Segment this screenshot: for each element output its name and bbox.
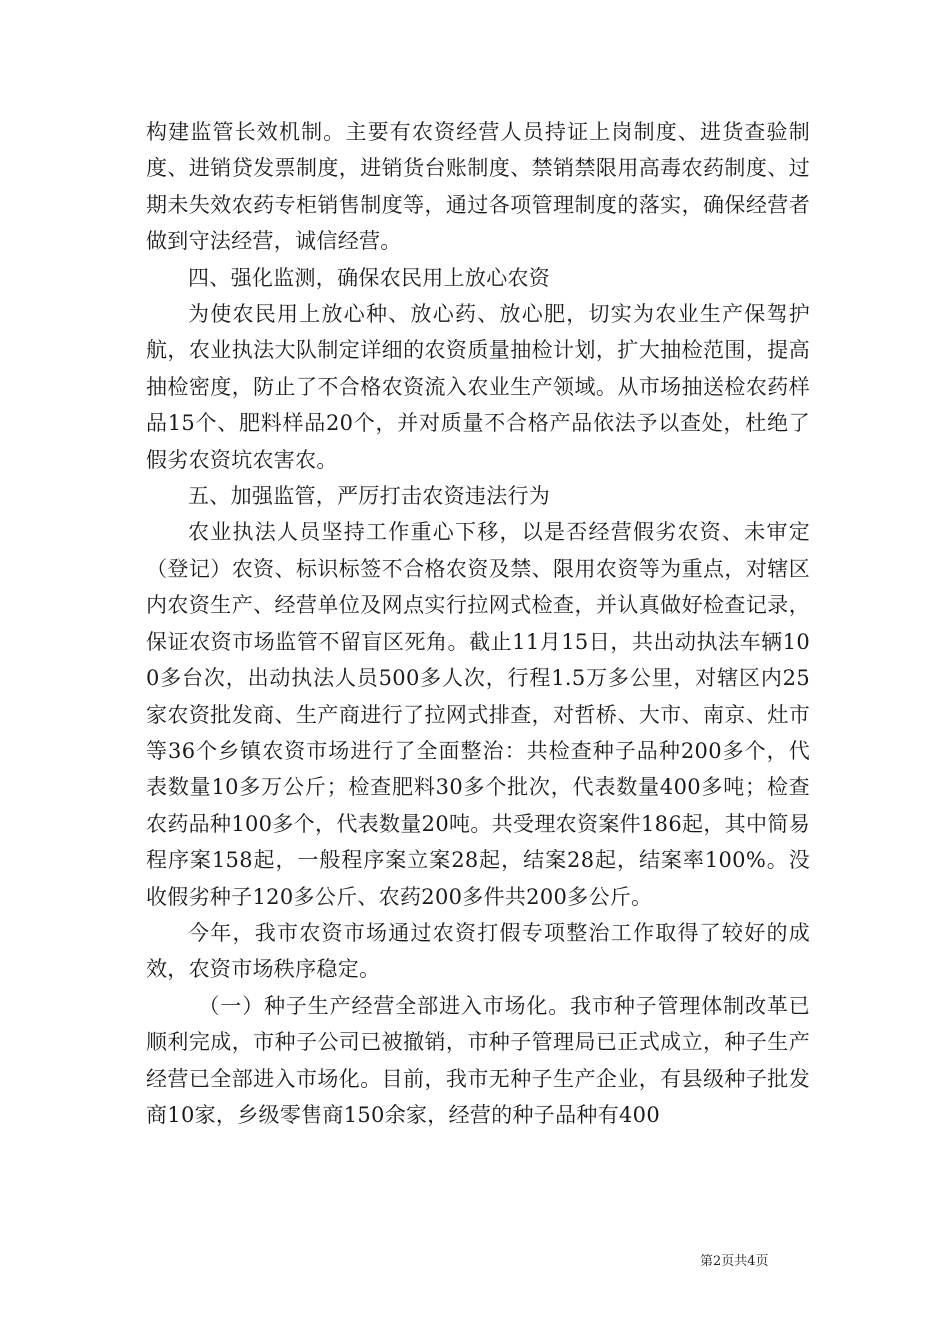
- paragraph-results: 今年，我市农资市场通过农资打假专项整治工作取得了较好的成效，农资市场秩序稳定。: [146, 920, 810, 982]
- paragraph-monitoring: 为使农民用上放心种、放心药、放心肥，切实为农业生产保驾护航，农业执法大队制定详细的农资质量抽检计划，扩大抽检范围，提高抽检密度，防止了不合格农资流入农业生产领域。从市场抽送检农药样品15个、肥料样品20个，并对质量不合格产品依法予以查处，杜绝了假劣农资坑农害农。: [146, 302, 810, 472]
- section-heading-supervision: 五、加强监管，严厉打击农资违法行为: [188, 484, 551, 509]
- paragraph-mechanism: 构建监管长效机制。主要有农资经营人员持证上岗制度、进货查验制度、进销贷发票制度，进销货台账制度、禁销禁限用高毒农药制度、过期未失效农药专柜销售制度等，通过各项管理制度的落实，确保经营者做到守法经营，诚信经营。: [146, 120, 810, 254]
- page-number: 第2页共4页: [700, 1254, 769, 1269]
- paragraph-supervision: 农业执法人员坚持工作重心下移，以是否经营假劣农资、未审定（登记）农资、标识标签不合格农资及禁、限用农资等为重点，对辖区内农资生产、经营单位及网点实行拉网式检查，并认真做好检查记录，保证农资市场监管不留盲区死角。截止11月15日，共出动执法车辆100多台次，出动执法人员500多人次，行程1.5万多公里，对辖区内25家农资批发商、生产商进行了拉网式排查，对哲桥、大市、南京、灶市等36个乡镇农资市场进行了全面整治：共检查种子品种200多个，代表数量10多万公斤；检查肥料30多个批次，代表数量400多吨；检查农药品种100多个，代表数量20吨。共受理农资案件186起，其中简易程序案158起，一般程序案立案28起，结案28起，结案率100%。没收假劣种子120多公斤、农药200多件共200多公斤。: [146, 520, 810, 909]
- document-body: [146, 114, 810, 1133]
- paragraph-seed-market: （一）种子生产经营全部进入市场化。我市种子管理体制改革已顺利完成，市种子公司已被撤销，市种子管理局已正式成立，种子生产经营已全部进入市场化。目前，我市无种子生产企业，有县级种子批发商10家，乡级零售商150余家，经营的种子品种有400: [146, 993, 810, 1127]
- section-heading-monitoring: 四、强化监测，确保农民用上放心农资: [188, 265, 551, 290]
